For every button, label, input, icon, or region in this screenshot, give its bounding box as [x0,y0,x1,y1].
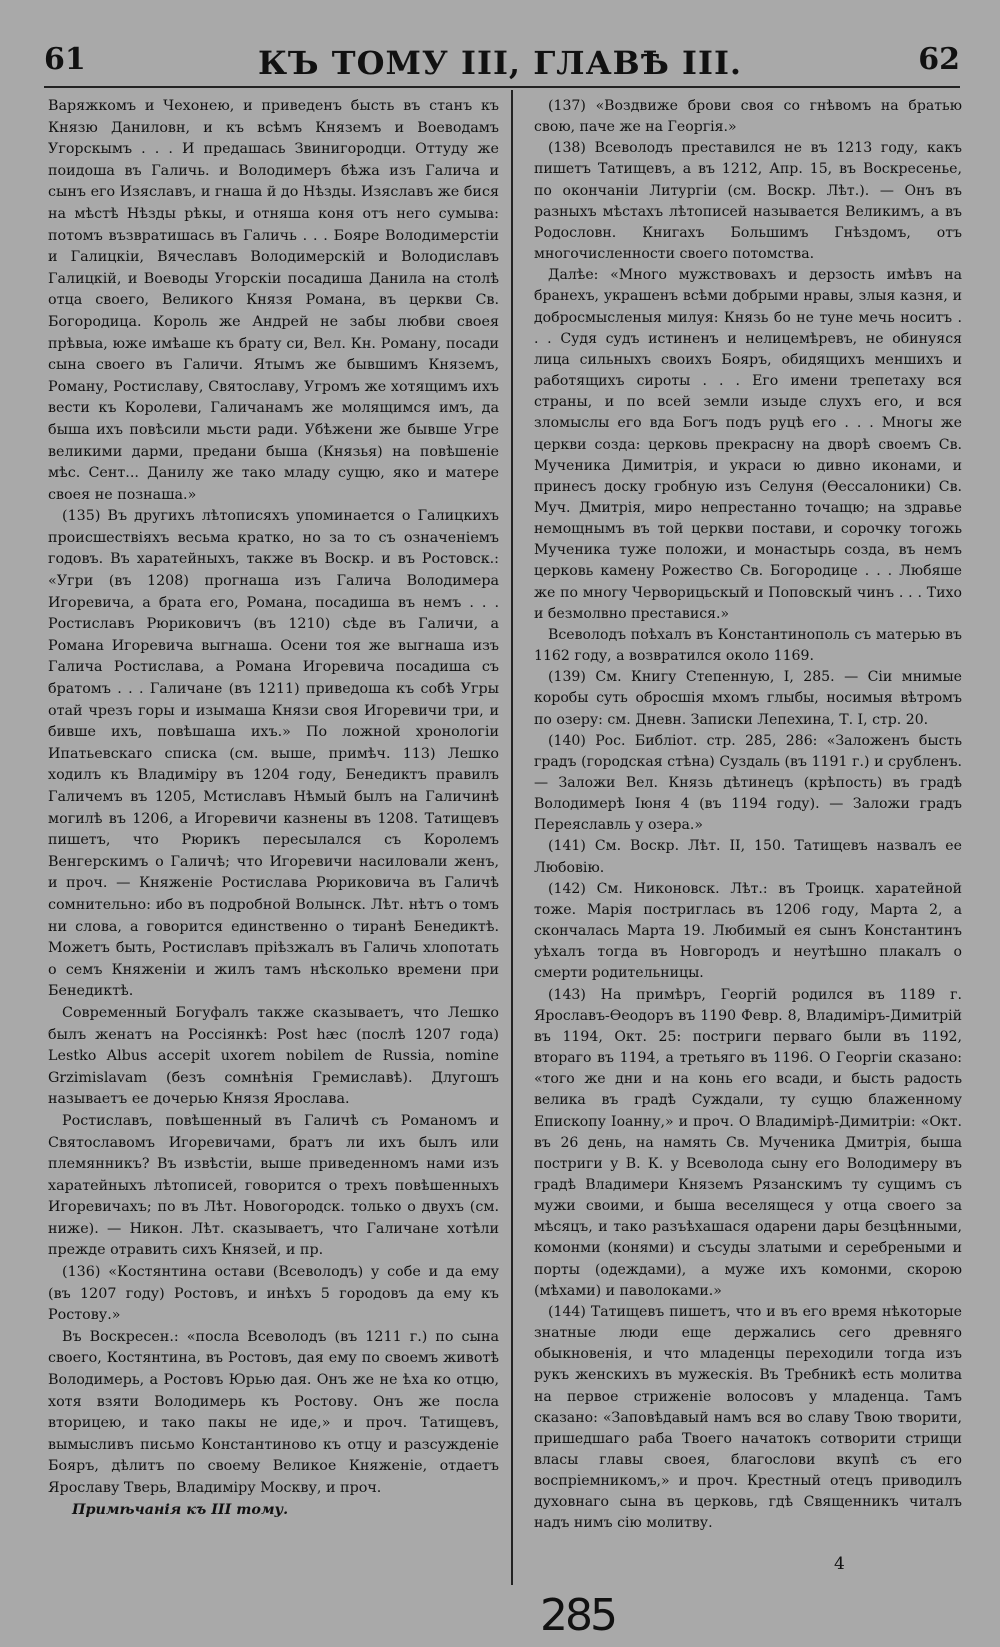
left-column [48,96,499,1521]
signature-line: Примѣчанія къ III тому. [72,1501,289,1518]
paragraph: Современный Богуфалъ также сказываетъ, что Лешко былъ женатъ на Россіянкѣ: Post hæc (послѣ 1207 года) Lestko Albus accepit uxorem nobilem de Russia, nomine Grzimislavam (безъ сомнѣнія Гремиславѣ). Длугошъ называетъ ее дочерью Князя Ярослава. [48,1004,499,1108]
paragraph: Варяжкомъ и Чехонею, и приведенъ бысть въ станъ къ Князю Даниловн, и къ всѣмъ Княземъ и Воеводамъ Угорскымъ . . . И предашась Звинигородци. Оттуду же поидоша въ Галичь. и Володимеръ бѣжа изъ Галича и сынъ его Изяславъ, и гнаша й до Нѣзды. Изяславъ же бися на мѣстѣ Нѣзды рѣкы, и отняша коня отъ него сумыва: потомъ възвратишась въ Галичь . . . Бояре Володимерстіи и Галицкіи, Вячеславъ Володимерскій и Володиславъ Галицкій, и Воеводы Угорскіи посадиша Данила на столѣ отца своего, Великого Князя Романа, въ церкви Св. Богородица. Король же Андрей не забы любви своея прѣвыа, юже имѣаше къ брату си, Вел. Кн. Роману, посади сына своего въ Галичи. Ятымъ же бывшимъ Княземъ, Роману, Ростиславу, Святославу, Угромъ же хотящимъ ихъ вести къ Королеви, Галичанамъ же молящимся имъ, да быша ихъ повѣсили мьсти ради. Убѣжени же бывше Угре великими дарми, предани быша (Князья) на повѣшеніе мѣс. Сент... Данилу же тако младу сущю, яко и матере своея не познаша.» [48,98,499,503]
paragraph: Всеволодъ поѣхалъ въ Константинополь съ матерью въ 1162 году, а возвратился около 1169. [534,626,962,665]
paragraph: (140) Рос. Библіот. стр. 285, 286: «Заложенъ бысть градъ (городская стѣна) Суздаль (въ 1191 г.) и срубленъ. — Заложи Вел. Князь дѣтинецъ (крѣпость) въ градѣ Володимерѣ Іюня 4 (въ 1194 году). — Заложи градъ Переяславль у озера.» [534,732,962,834]
paragraph: (137) «Воздвиже брови своя со гнѣвомъ на братью свою, паче же на Георгія.» [534,98,962,136]
page-number-left: 61 [44,42,86,77]
header-rule [44,86,960,88]
paragraph: (142) См. Никоновск. Лѣт.: въ Троицк. харатейной тоже. Марія постриглась въ 1206 году, Марта 2, а скончалась Марта 19. Любимый ея сынъ Константинъ уѣхалъ тогда въ Новгородъ и неутѣшно плакалъ о смерти родительницы. [534,880,962,982]
paragraph: (138) Всеволодъ преставился не въ 1213 году, какъ пишетъ Татищевъ, а въ 1212, Апр. 15, въ Воскресенье, по окончаніи Литургіи (см. Воскр. Лѣт.). — Онъ въ разныхъ мѣстахъ лѣтописей называется Великимъ, а въ Родословн. Книгахъ Большимъ Гнѣздомъ, отъ многочисленности своего потомства. [534,140,962,263]
paragraph: Далѣе: «Много мужствовахъ и дерзость имѣвъ на бранехъ, украшенъ всѣми добрыми нравы, злыя казня, и добросмысленыя милуя: Князь бо не туне мечь носитъ . . . Судя судъ истиненъ и нелицемѣревъ, не обинуяся лица сильныхъ своихъ Бояръ, обидящихъ меншихъ и работящихъ сироты . . . Его имени трепетаху вся страны, и по всей земли изыде слухъ его, и вся зломыслы его вда Богъ подъ руцѣ его . . . Многы же церкви созда: церковь прекрасну на дворѣ своемъ Св. Мученика Димитрія, и украси ю дивно иконами, и принесъ доску гробную изъ Селуня (Ѳессалоники) Св. Муч. Дмитрія, миро непрестанно точащю; на здравье немощнымъ въ той церкви постави, и сорочку тогожь Мученика туже положи, и монастырь созда, въ немъ церковь камену Рожество Св. Богородице . . . Любяше же по многу Черворицьскый и Поповскый чинъ . . . Тихо и безмолвно преставися.» [534,267,962,622]
running-header: КЪ ТОМУ III, ГЛАВѢ III. [257,44,743,82]
signature-mark: 4 [834,1554,845,1574]
page-number-right: 62 [918,42,960,77]
paragraph: (136) «Костянтина остави (Всеволодъ) у собе и да ему (въ 1207 году) Ростовъ, и инѣхъ 5 городовъ да ему къ Ростову.» [48,1264,499,1324]
paragraph: (144) Татищевъ пишетъ, что и въ его время нѣкоторые знатные люди еще держались сего древняго обыкновенія, и что младенцы переходили тогда изъ рукъ женскихъ въ мужескія. Въ Требникѣ есть молитва на первое стриженіе волосовъ у младенца. Тамъ сказано: «Заповѣдавый намъ вся во славу Твою творити, пришедшаго раба Твоего начатокъ сотворити стрищи власы главы своея, благослови вкупѣ съ его воспріемникомъ,» и проч. Крестный отецъ приводилъ духовнаго сына въ церковь, гдѣ Священникъ читалъ надъ нимъ сію молитву. [534,1303,962,1532]
right-column [534,96,962,1535]
column-divider [511,90,513,1585]
paragraph: (141) См. Воскр. Лѣт. II, 150. Татищевъ назвалъ ее Любовію. [534,838,962,876]
handwritten-folio-number: 285 [540,1590,615,1641]
paragraph: Въ Воскресен.: «посла Всеволодъ (въ 1211 г.) по сына своего, Костянтина, въ Ростовъ, дая ему по своемъ животѣ Володимерь, а Ростовъ Юрью дая. Онъ же не ѣха ко отцю, хотя взяти Володимерь къ Ростову. Онъ же посла вторицею, и тако пакы не иде,» и проч. Татищевъ, вымысливъ письмо Константиново къ отцу и разсужденіе Бояръ, дѣлитъ по своему Великое Княженіе, отдаетъ Ярославу Тверь, Владиміру Москву, и проч. [48,1328,499,1496]
paragraph: (139) См. Книгу Степенную, I, 285. — Сіи мнимые коробы суть обросшія мхомъ глыбы, носимыя вѣтромъ по озеру: см. Дневн. Записки Лепехина, Т. I, стр. 20. [534,669,962,728]
paragraph: Ростиславъ, повѣшенный въ Галичѣ съ Романомъ и Святославомъ Игоревичами, братъ ли ихъ былъ или племянникъ? Въ извѣстіи, выше приведенномъ нами изъ харатейныхъ лѣтописей, говорится о трехъ повѣшенныхъ Игоревичахъ; по въ Лѣт. Новогородск. только о двухъ (см. ниже). — Никон. Лѣт. сказываетъ, что Галичане хотѣли прежде отравить сихъ Князей, и пр. [48,1112,499,1259]
paragraph: (135) Въ другихъ лѣтописяхъ упоминается о Галицкихъ происшествіяхъ весьма кратко, но за то съ означеніемъ годовъ. Въ харатейныхъ, также въ Воскр. и въ Ростовск.: «Угри (въ 1208) прогнаша изъ Галича Володимера Игоревича, а брата его, Романа, посадиша въ немъ . . . Ростиславъ Рюриковичъ (въ 1210) сѣде въ Галичи, а Романа Игоревича выгнаша. Осени тоя же выгнаша изъ Галича Ростислава, а Романа Игоревича посадиша съ братомъ . . . Галичане (въ 1211) приведоша къ собѣ Угры отай чрезъ горы и изымаша Князи своя Игоревичи три, и бивше ихъ, повѣшаша ихъ.» По ложной хронологіи Ипатьевскаго списка (см. выше, примѣч. 113) Лешко ходилъ къ Владиміру въ 1204 году, Бенедиктъ правилъ Галичемъ въ 1205, Мстиславъ Нѣмый былъ на Галичинѣ могилѣ въ 1206, а Игоревичи казнены въ 1208. Татищевъ пишетъ, что Рюрикъ пересылался съ Королемъ Венгерскимъ о Галичѣ; что Игоревичи насиловали женъ, и проч. — Княженіе Ростислава Рюриковича въ Галичѣ сомнительно: ибо въ подробной Волынск. Лѣт. нѣтъ о томъ ни слова, а говорится единственно о тиранѣ Бенедиктѣ. Можетъ быть, Ростиславъ пріѣзжалъ въ Галичь хлопотать о семъ Княженіи и жилъ тамъ нѣсколько времени при Бенедиктѣ. [48,508,499,1000]
paragraph: (143) На примѣръ, Георгій родился въ 1189 г. Ярославъ-Ѳеодоръ въ 1190 Февр. 8, Владиміръ-Димитрій въ 1194, Окт. 25: постриги перваго были въ 1192, втораго въ 1194, а третьяго въ 1196. О Георгіи сказано: «того же дни и на конь его всади, и бысть радость велика въ градѣ Суждали, ту сущю блаженному Епископу Іоанну,» и проч. О Владимірѣ-Димитріи: «Окт. въ 26 день, на намять Св. Мученика Дмитрія, быша постриги у В. К. у Всеволода сыну его Володимеру въ градѣ Владимери Княземъ Рязанскимъ ту сущимъ съ мужи своими, и быша веселящеся у отца своего за мѣсяцъ, и тако разъѣхашася одарени дары безцѣнными, комонми (конями) и съсуды златыми и серебреными и порты (одеждами), а муже ихъ комонми, скорою (мѣхами) и паволоками.» [534,986,962,1299]
